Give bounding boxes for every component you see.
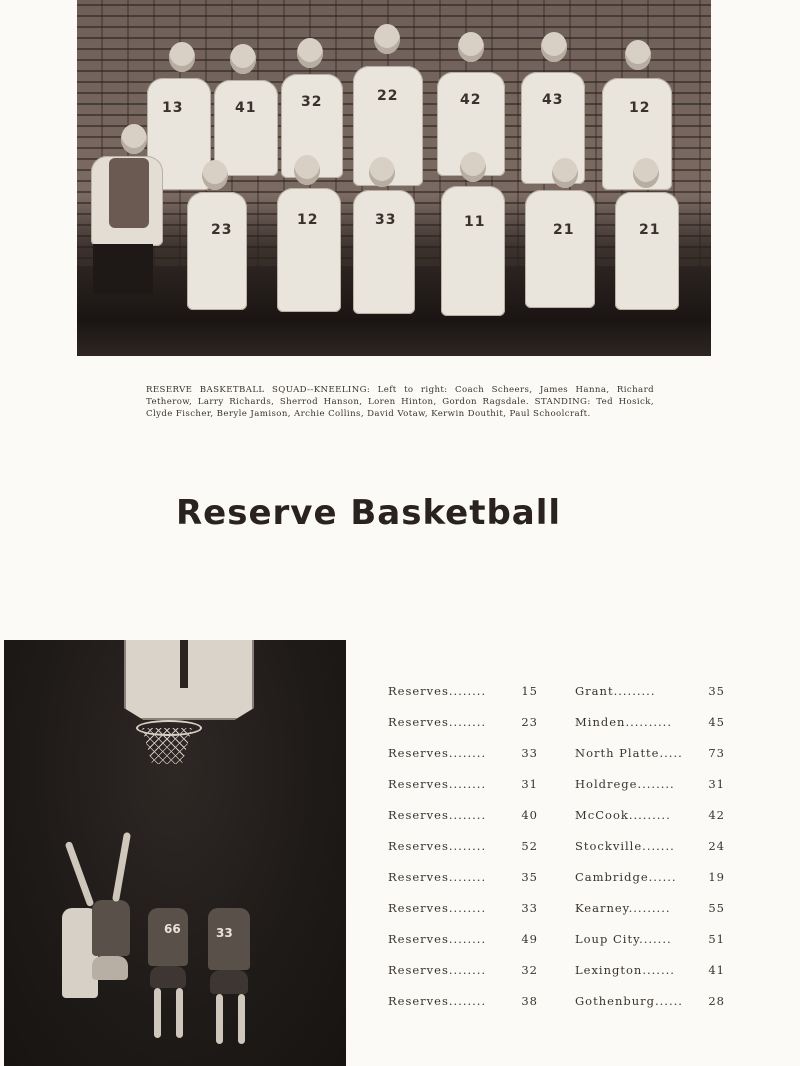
player-head [369,157,395,187]
jersey-number: 23 [211,222,233,238]
result-opponent-row: North Platte..... 73 [575,746,725,760]
player-head [202,160,228,190]
jersey-number: 66 [164,922,181,936]
player-head [294,155,320,185]
result-opponent-row: McCook......... 42 [575,808,725,822]
jersey-number: 13 [162,100,184,116]
jersey-number: 21 [553,222,575,238]
player-head [633,158,659,188]
player-head [374,24,400,54]
kneeling-player [615,192,679,310]
coach-head [121,124,147,154]
result-opponent-row: Loup City....... 51 [575,932,725,946]
result-team-row: Reserves........ 35 [388,870,538,884]
raised-arm [112,832,131,902]
photo-caption: RESERVE BASKETBALL SQUAD--KNEELING: Left to right: Coach Scheers, James Hanna, Richard Tetherow, Larry Richards, Sherrod Hanson, Loren Hinton, Gordon Ragsdale. STANDING: Ted Hosick, Clyde Fischer, Beryle Jamison, Archie Collins, David Votaw, Kerwin Douthit, Paul Schoolcraft. [146,385,654,419]
player-shorts [92,956,128,980]
result-opponent-row: Stockville....... 24 [575,839,725,853]
player-head [541,32,567,62]
result-team-row: Reserves........ 52 [388,839,538,853]
result-opponent-row: Minden.......... 45 [575,715,725,729]
result-team-row: Reserves........ 49 [388,932,538,946]
kneeling-player [525,190,595,308]
jersey-number: 12 [629,100,651,116]
result-team-row: Reserves........ 15 [388,684,538,698]
result-opponent-row: Holdrege........ 31 [575,777,725,791]
kneeling-player [441,186,505,316]
player-head [458,32,484,62]
result-opponent-row: Cambridge...... 19 [575,870,725,884]
result-team-row: Reserves........ 33 [388,746,538,760]
jersey-number: 32 [301,94,323,110]
result-opponent-row: Gothenburg...... 28 [575,994,725,1008]
leg [216,994,223,1044]
opponent-player [148,908,188,966]
opponent-shorts [150,966,186,988]
jersey-number: 22 [377,88,399,104]
raised-arm [65,841,95,907]
standing-player [214,80,278,176]
jersey-number: 43 [542,92,564,108]
player-head [297,38,323,68]
page-title: Reserve Basketball [176,493,562,533]
coach-trousers [93,244,153,294]
result-opponent-row: Grant......... 35 [575,684,725,698]
player-head [625,40,651,70]
kneeling-player [187,192,247,310]
action-photo [4,640,346,1066]
jersey-number: 21 [639,222,661,238]
player-head [460,152,486,182]
result-team-row: Reserves........ 32 [388,963,538,977]
basketball-net [142,728,192,764]
result-opponent-row: Lexington....... 41 [575,963,725,977]
backboard-support [180,640,188,688]
player-head [230,44,256,74]
kneeling-player [277,188,341,312]
coach-vest [109,158,149,228]
jersey-number: 12 [297,212,319,228]
jersey-number: 33 [375,212,397,228]
jersey-number: 41 [235,100,257,116]
player-head [552,158,578,188]
result-team-row: Reserves........ 33 [388,901,538,915]
team-photo [77,0,711,356]
result-team-row: Reserves........ 23 [388,715,538,729]
jersey-number: 33 [216,926,233,940]
leg [176,988,183,1038]
result-team-row: Reserves........ 31 [388,777,538,791]
backboard [124,640,254,720]
result-team-row: Reserves........ 40 [388,808,538,822]
kneeling-player [353,190,415,314]
result-team-row: Reserves........ 38 [388,994,538,1008]
player-head [169,42,195,72]
leg [154,988,161,1038]
player-dark-jersey [92,900,130,956]
jersey-number: 11 [464,214,486,230]
leg [238,994,245,1044]
jersey-number: 42 [460,92,482,108]
result-opponent-row: Kearney......... 55 [575,901,725,915]
opponent-shorts [210,970,248,994]
